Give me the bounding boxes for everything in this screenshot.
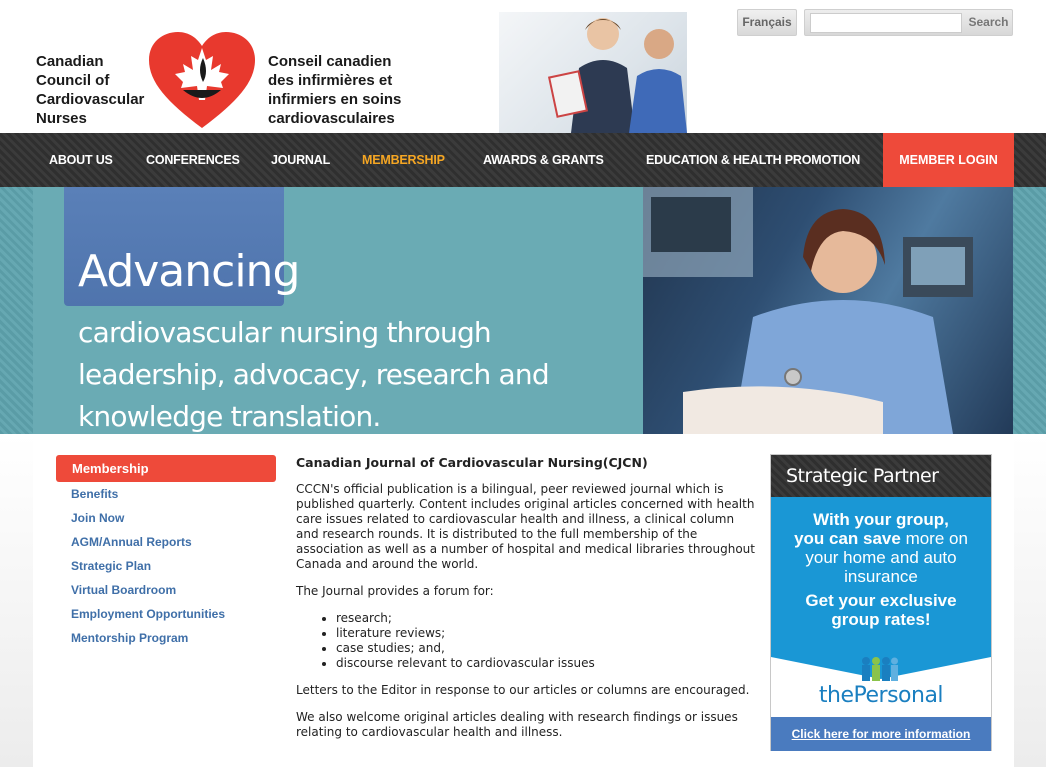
ad-line: your home and auto [805,548,957,567]
nurse-hospital-photo [643,187,1013,434]
strategic-partner-box [770,454,992,751]
site-header [0,0,1046,133]
nurse-patient-photo [499,12,687,133]
ad-line: With your group, [813,510,949,529]
logo-en-line: Cardiovascular [36,91,145,108]
more-information-link[interactable]: Click here for more information [771,717,991,751]
article-paragraph: Letters to the Editor in response to our articles or columns are encouraged. [296,683,750,697]
list-item: • literature reviews; [336,626,756,641]
ad-line: Get your exclusive [805,591,957,610]
logo-fr-line: cardiovasculaires [268,110,395,127]
logo-fr-line: des infirmières et [268,72,393,89]
thepersonal-brand: thePersonal [818,683,944,708]
insurance-ad[interactable] [771,497,991,657]
banner-title: Advancing [78,246,300,297]
sidebar-item-agm-annual-reports[interactable]: AGM/Annual Reports [71,535,192,549]
heart-maple-logo-icon[interactable] [147,30,257,130]
logo-text-french[interactable] [268,52,418,128]
logo-fr-line: Conseil canadien [268,53,392,70]
logo-text-english[interactable] [36,52,156,128]
search-bar [804,9,1013,36]
nav-education-health-promotion[interactable]: EDUCATION & HEALTH PROMOTION [646,153,861,167]
main-navigation [0,133,1046,187]
sidebar-item-join-now[interactable]: Join Now [71,511,125,525]
article-paragraph: The Journal provides a forum for: [296,584,494,598]
ad-line [771,529,991,548]
ad-line-bold: you can save [794,529,901,548]
nav-awards-grants[interactable]: AWARDS & GRANTS [483,153,604,167]
sidebar-item-virtual-boardroom[interactable]: Virtual Boardroom [71,583,177,597]
sidebar-item-mentorship-program[interactable]: Mentorship Program [71,631,189,645]
french-language-button[interactable]: Français [737,9,797,36]
ad-line: insurance [844,567,918,586]
strategic-partner-heading: Strategic Partner [771,455,991,497]
list-item: • discourse relevant to cardiovascular issues [336,656,756,671]
nav-conferences[interactable]: CONFERENCES [146,153,240,167]
sidebar-item-benefits[interactable]: Benefits [71,487,119,501]
forum-list [336,611,756,671]
logo-fr-line: infirmiers en soins [268,91,402,108]
sidebar-item-employment-opportunities[interactable]: Employment Opportunities [71,607,226,621]
logo-en-line: Nurses [36,110,87,127]
sidebar-heading-membership[interactable]: Membership [56,455,276,482]
nav-about-us[interactable]: ABOUT US [49,153,113,167]
sidebar-item-strategic-plan[interactable]: Strategic Plan [71,559,152,573]
logo-en-line: Canadian [36,53,104,70]
article-body [296,455,756,752]
ad-line-light: more on [900,529,968,548]
search-button[interactable]: Search [968,15,1009,29]
nav-membership[interactable]: MEMBERSHIP [362,153,445,167]
article-title: Canadian Journal of Cardiovascular Nursing(CJCN) [296,455,648,470]
article-paragraph: CCCN's official publication is a bilingual, peer reviewed journal which is published quarterly. Content includes original articles concerned with health care issues related to cardiovascular health and illness, a clinical column and research rounds. It is distributed to the full membership of the association as well as a number of hospital and medical libraries throughout Canada and around the world. [296,482,755,571]
people-group-icon [860,655,900,685]
article-paragraph: We also welcome original articles dealing with research findings or issues relating to cardiovascular health and illness. [296,710,738,739]
search-input[interactable] [810,13,962,33]
list-item: • research; [336,611,756,626]
banner-subtitle: cardiovascular nursing through leadership, advocacy, research and knowledge translation. [78,316,549,433]
logo-en-line: Council of [36,72,110,89]
list-item: • case studies; and, [336,641,756,656]
ad-line: group rates! [831,610,931,629]
nav-journal[interactable]: JOURNAL [271,153,331,167]
member-login-button[interactable]: MEMBER LOGIN [883,133,1014,187]
